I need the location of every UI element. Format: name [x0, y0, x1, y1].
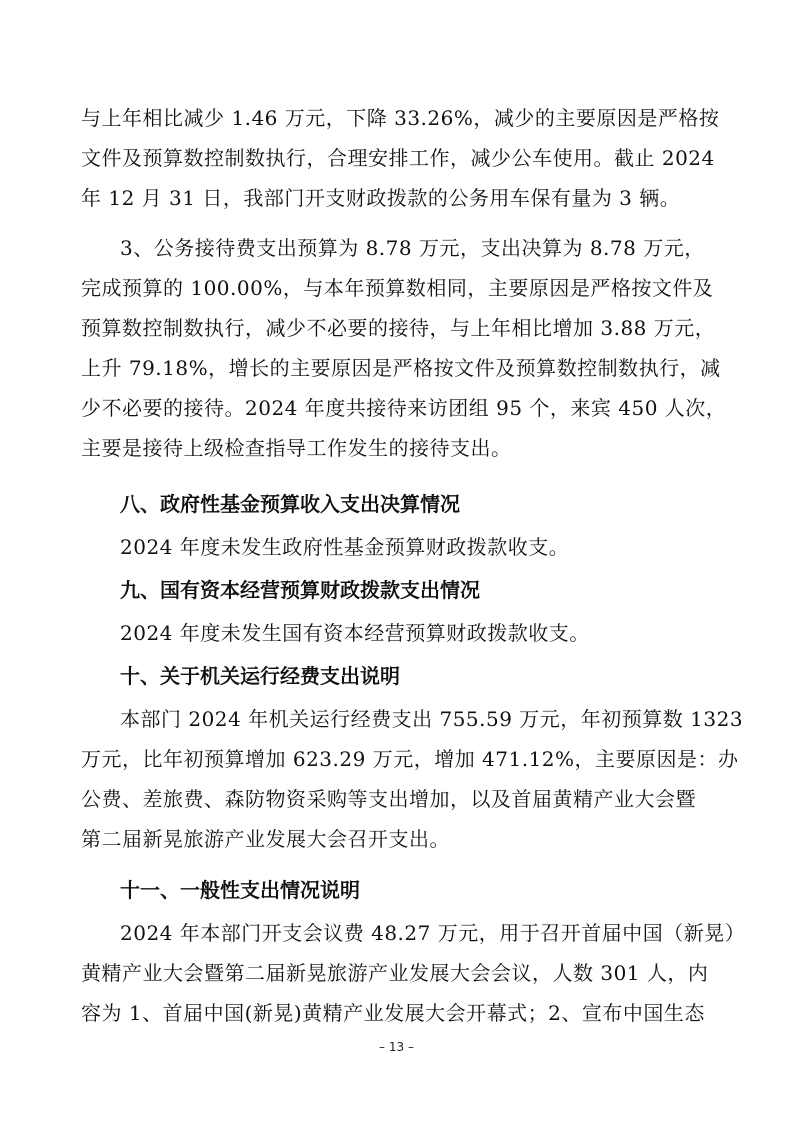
section-heading-government-fund: 八、政府性基金预算收入支出决算情况: [120, 492, 460, 516]
paragraph-line: 上升 79.18%，增长的主要原因是严格按文件及预算数控制数执行，减: [81, 356, 721, 380]
paragraph-line: 预算数控制数执行，减少不必要的接待，与上年相比增加 3.88 万元，: [81, 316, 716, 340]
paragraph-line: 容为 1、首届中国(新晃)黄精产业发展大会开幕式；2、宣布中国生态: [81, 1001, 705, 1025]
paragraph-line: 主要是接待上级检查指导工作发生的接待支出。: [81, 436, 512, 460]
section-body-operating-expense: [81, 699, 744, 859]
paragraph-line: 与上年相比减少 1.46 万元，下降 33.26%，减少的主要原因是严格按: [81, 106, 720, 130]
paragraph-line: 年 12 月 31 日，我部门开支财政拨款的公务用车保有量为 3 辆。: [81, 186, 681, 210]
paragraph-line: 本部门 2024 年机关运行经费支出 755.59 万元，年初预算数 1323: [120, 707, 744, 731]
section-body-state-capital: 2024 年度未发生国有资本经营预算财政拨款收支。: [120, 621, 590, 645]
section-heading-state-capital: 九、国有资本经营预算财政拨款支出情况: [120, 578, 480, 602]
paragraph-line: 2024 年本部门开支会议费 48.27 万元，用于召开首届中国（新晃）: [120, 921, 746, 945]
paragraph-line: 万元，比年初预算增加 623.29 万元，增加 471.12%，主要原因是：办: [81, 747, 739, 771]
section-body-general-expense: [81, 913, 746, 1033]
paragraph-line: 黄精产业大会暨第二届新晃旅游产业发展大会会议，人数 301 人，内: [81, 961, 709, 985]
paragraph-line: 第二届新晃旅游产业发展大会召开支出。: [81, 827, 450, 851]
paragraph-vehicle-expense: [81, 98, 721, 218]
section-heading-operating-expense: 十、关于机关运行经费支出说明: [120, 664, 400, 688]
paragraph-line: 文件及预算数控制数执行，合理安排工作，减少公车使用。截止 2024: [81, 146, 715, 170]
paragraph-line: 完成预算的 100.00%，与本年预算数相同，主要原因是严格按文件及: [81, 276, 714, 300]
page-number: – 13 –: [379, 1040, 414, 1054]
section-body-government-fund: 2024 年度未发生政府性基金预算财政拨款收支。: [120, 535, 570, 559]
paragraph-line: 少不必要的接待。2024 年度共接待来访团组 95 个，来宾 450 人次，: [81, 396, 727, 420]
paragraph-line: 公费、差旅费、森防物资采购等支出增加，以及首届黄精产业大会暨: [81, 787, 696, 811]
paragraph-line: 3、公务接待费支出预算为 8.78 万元，支出决算为 8.78 万元，: [120, 236, 705, 260]
section-heading-general-expense: 十一、一般性支出情况说明: [120, 878, 360, 902]
paragraph-reception-expense: [81, 228, 727, 468]
